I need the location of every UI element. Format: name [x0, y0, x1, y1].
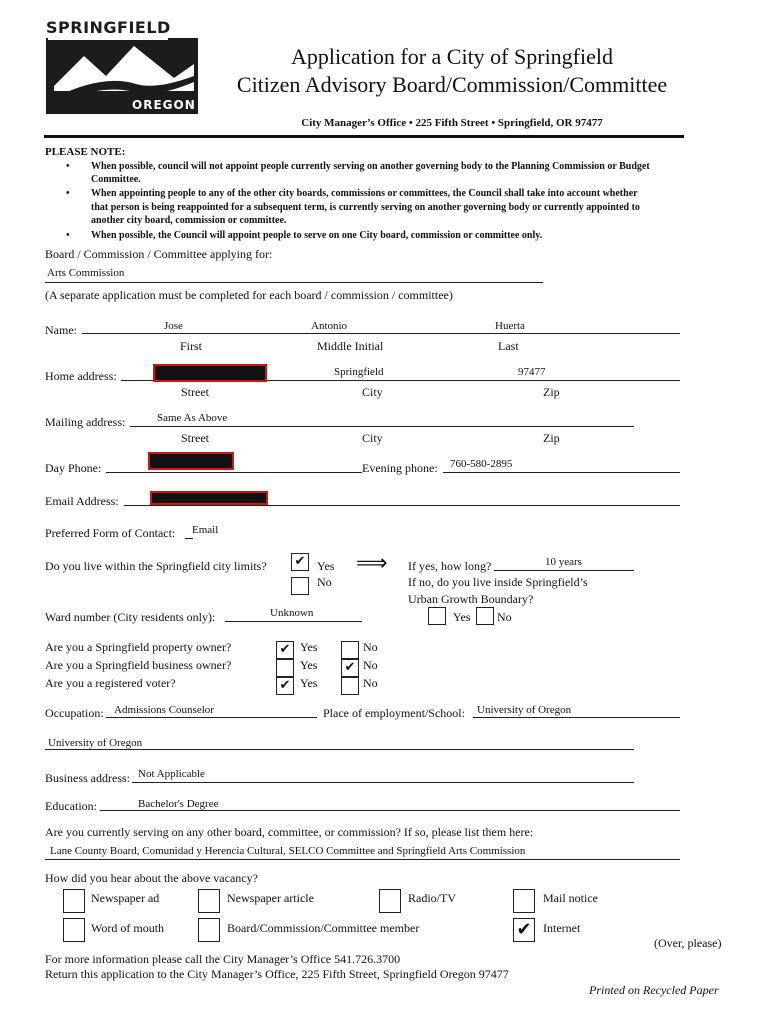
internet-checkbox[interactable]: ✔ — [513, 918, 535, 942]
email-label: Email Address: — [45, 494, 119, 508]
home-zip-field[interactable]: 97477 — [518, 366, 546, 378]
page-title-line2: Citizen Advisory Board/Commission/Committee — [236, 72, 668, 97]
business-address-label: Business address: — [45, 771, 130, 785]
redacted-street — [153, 364, 267, 382]
over-please: (Over, please) — [654, 936, 722, 950]
word-of-mouth-label: Word of mouth — [91, 921, 165, 935]
first-name-field[interactable]: Jose — [164, 320, 183, 332]
board-field-line — [45, 282, 543, 283]
ugb-no-label: No — [497, 610, 512, 624]
property-owner-yes-label: Yes — [300, 640, 318, 654]
employer-label: Place of employment/School: — [323, 706, 465, 720]
employer-continued-line — [45, 749, 634, 750]
note-bullet-1-line2: Committee. — [91, 174, 141, 185]
email-line — [124, 505, 680, 506]
city-limits-yes-checkbox[interactable]: ✔ — [291, 553, 309, 571]
education-label: Education: — [45, 799, 97, 813]
board-member-checkbox[interactable] — [198, 918, 220, 942]
serving-line — [45, 859, 680, 860]
occupation-field[interactable]: Admissions Counselor — [114, 704, 214, 716]
ugb-no-checkbox[interactable] — [476, 607, 494, 625]
ward-line — [225, 621, 362, 622]
city-limits-no-label: No — [317, 575, 332, 589]
employer-continued-field[interactable]: University of Oregon — [48, 737, 143, 749]
logo-bottom-text: OREGON — [132, 98, 196, 112]
how-long-field[interactable]: 10 years — [545, 556, 582, 568]
registered-voter-no-checkbox[interactable] — [341, 677, 359, 695]
office-address: City Manager’s Office • 225 Fifth Street • Springfield, OR 97477 — [301, 117, 603, 129]
serving-question: Are you currently serving on any other board, committee, or commission? If so, please list them here: — [45, 825, 534, 839]
how-long-line — [494, 570, 634, 571]
city-limits-question: Do you live within the Springfield city limits? — [45, 559, 267, 573]
mailing-city-caption: City — [362, 431, 383, 445]
board-member-label: Board/Commission/Committee member — [227, 921, 420, 935]
word-of-mouth-checkbox[interactable] — [63, 918, 85, 942]
business-owner-yes-label: Yes — [300, 658, 318, 672]
note-bullet-3-line1: When possible, the Council will appoint people to serve on one City board, commission or committee only. — [91, 230, 543, 241]
logo-top-text: SPRINGFIELD — [46, 18, 171, 37]
evening-phone-line — [443, 472, 680, 473]
board-label: Board / Commission / Committee applying for: — [45, 247, 273, 261]
radio-tv-checkbox[interactable] — [379, 889, 401, 913]
page-title-line1: Application for a City of Springfield — [291, 44, 613, 69]
property-owner-no-label: No — [363, 640, 378, 654]
redacted-email — [150, 491, 268, 505]
evening-phone-field[interactable]: 760-580-2895 — [450, 458, 513, 470]
day-phone-line — [106, 472, 362, 473]
header-rule — [44, 135, 684, 138]
city-limits-yes-label: Yes — [317, 559, 335, 573]
newspaper-ad-checkbox[interactable] — [63, 889, 85, 913]
home-city-field[interactable]: Springfield — [334, 366, 384, 378]
city-limits-no-checkbox[interactable] — [291, 577, 309, 595]
home-city-caption: City — [362, 385, 383, 399]
registered-voter-yes-label: Yes — [300, 676, 318, 690]
ward-label: Ward number (City residents only): — [45, 610, 216, 624]
ugb-yes-label: Yes — [453, 610, 471, 624]
evening-phone-label: Evening phone: — [362, 461, 438, 475]
info-line: For more information please call the City Manager’s Office 541.726.3700 — [45, 952, 401, 966]
radio-tv-label: Radio/TV — [408, 891, 456, 905]
registered-voter-yes-checkbox[interactable]: ✔ — [276, 677, 294, 695]
note-bullet-2-line1: When appointing people to any of the other city boards, commissions or committees, the Council shall take into account whether — [91, 188, 638, 199]
mail-notice-checkbox[interactable] — [513, 889, 535, 913]
mailing-address-line — [130, 426, 634, 427]
ward-field[interactable]: Unknown — [270, 607, 314, 619]
note-bullet-2-line2: that person is being reappointed for a subsequent term, is currently serving on another governing body or currently appointed to — [91, 202, 640, 213]
board-note: (A separate application must be completed for each board / commission / committee) — [45, 288, 453, 302]
how-long-label: If yes, how long? — [408, 559, 492, 573]
mailing-street-caption: Street — [181, 431, 209, 445]
business-address-line — [132, 782, 634, 783]
springfield-logo — [44, 16, 204, 116]
newspaper-article-label: Newspaper article — [227, 891, 314, 905]
note-bullet-1-line1: When possible, council will not appoint people currently serving on another governing body to the Planning Commission or Budget — [91, 161, 650, 172]
property-owner-no-checkbox[interactable] — [341, 641, 359, 659]
name-line — [82, 333, 680, 334]
last-name-field[interactable]: Huerta — [495, 320, 525, 332]
middle-name-field[interactable]: Antonio — [311, 320, 348, 332]
bullet: • — [66, 161, 70, 172]
return-line: Return this application to the City Manager’s Office, 225 Fifth Street, Springfield Oregon 97477 — [45, 967, 509, 981]
education-field[interactable]: Bachelor's Degree — [138, 798, 219, 810]
recycled-paper-note: Printed on Recycled Paper — [589, 983, 719, 997]
ugb-question-line2: Urban Growth Boundary? — [408, 592, 534, 606]
occupation-label: Occupation: — [45, 706, 104, 720]
bullet: • — [66, 188, 70, 199]
serving-field[interactable]: Lane County Board, Comunidad y Herencia Cultural, SELCO Committee and Springfield Arts Commission — [50, 845, 526, 857]
middle-name-caption: Middle Initial — [317, 339, 384, 353]
first-name-caption: First — [180, 339, 203, 353]
property-owner-yes-checkbox[interactable]: ✔ — [276, 641, 294, 659]
internet-label: Internet — [543, 921, 581, 935]
mail-notice-label: Mail notice — [543, 891, 598, 905]
redacted-day-phone — [148, 452, 234, 470]
business-owner-no-label: No — [363, 658, 378, 672]
property-owner-question: Are you a Springfield property owner? — [45, 640, 232, 654]
vacancy-question: How did you hear about the above vacancy? — [45, 871, 258, 885]
contact-field[interactable]: Email — [192, 524, 219, 536]
occupation-line — [106, 717, 317, 718]
mailing-address-field[interactable]: Same As Above — [157, 412, 228, 424]
day-phone-label: Day Phone: — [45, 461, 102, 475]
registered-voter-no-label: No — [363, 676, 378, 690]
note-heading: PLEASE NOTE: — [45, 146, 126, 158]
note-bullet-2-line3: another city board, commission or committee. — [91, 215, 287, 226]
ugb-yes-checkbox[interactable] — [428, 607, 446, 625]
last-name-caption: Last — [498, 339, 519, 353]
home-street-caption: Street — [181, 385, 209, 399]
home-address-label: Home address: — [45, 369, 117, 383]
bullet: • — [66, 230, 70, 241]
name-label: Name: — [45, 323, 77, 337]
business-owner-yes-checkbox[interactable] — [276, 659, 294, 677]
business-owner-no-checkbox[interactable]: ✔ — [341, 659, 359, 677]
business-owner-question: Are you a Springfield business owner? — [45, 658, 232, 672]
ugb-question-line1: If no, do you live inside Springfield’s — [408, 575, 588, 589]
registered-voter-question: Are you a registered voter? — [45, 676, 176, 690]
employer-field[interactable]: University of Oregon — [477, 704, 572, 716]
newspaper-article-checkbox[interactable] — [198, 889, 220, 913]
newspaper-ad-label: Newspaper ad — [91, 891, 160, 905]
arrow-right-icon: ⟹ — [356, 551, 388, 576]
home-zip-caption: Zip — [543, 385, 560, 399]
contact-label: Preferred Form of Contact: — [45, 526, 176, 540]
mailing-zip-caption: Zip — [543, 431, 560, 445]
education-line — [100, 810, 680, 811]
employer-line — [473, 717, 680, 718]
mailing-address-label: Mailing address: — [45, 415, 126, 429]
business-address-field[interactable]: Not Applicable — [138, 768, 205, 780]
contact-line — [185, 538, 193, 539]
board-field[interactable]: Arts Commission — [47, 267, 125, 279]
